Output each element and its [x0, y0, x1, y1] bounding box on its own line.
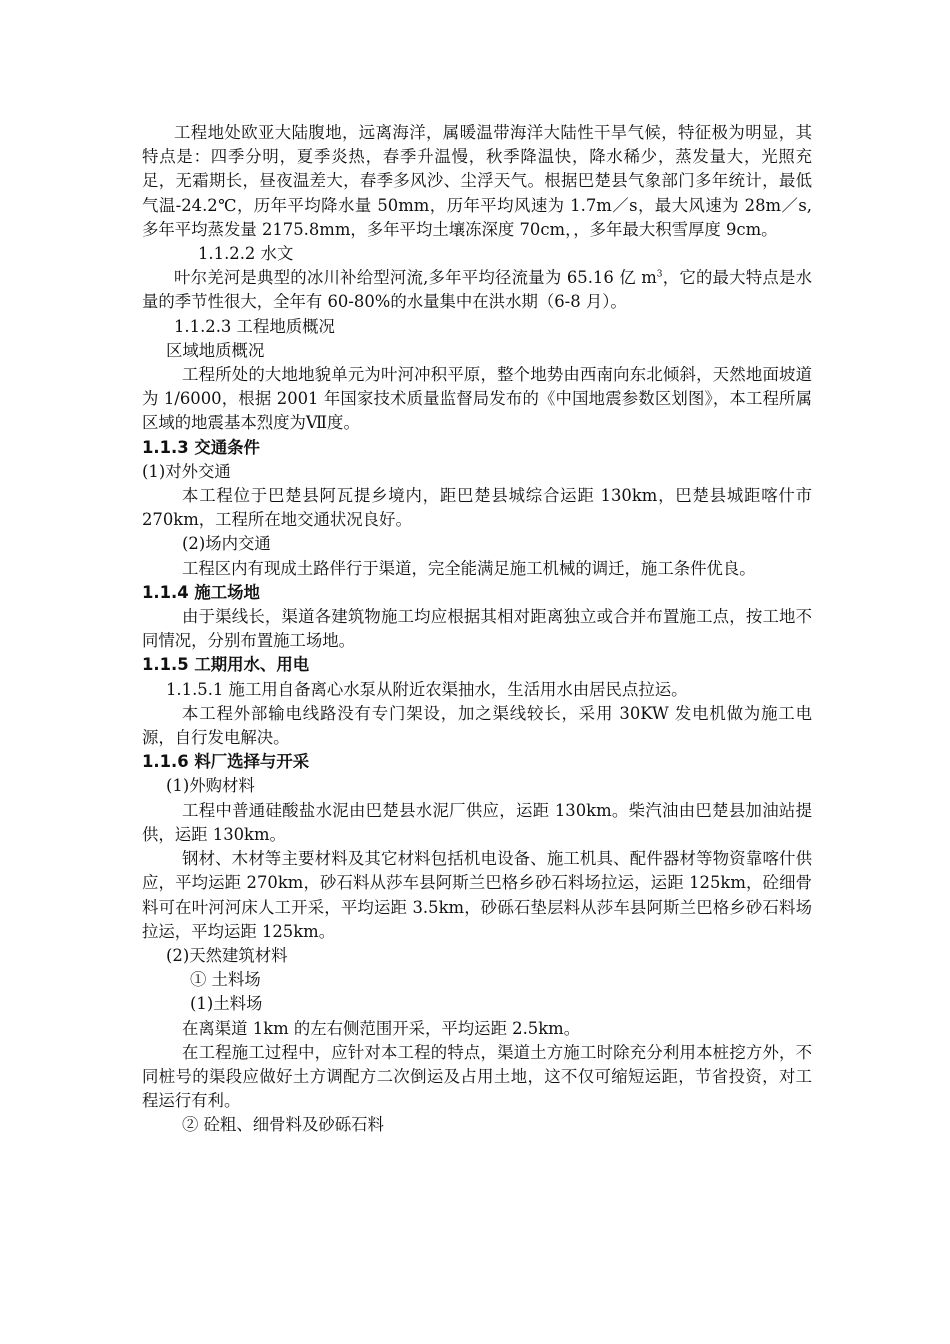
- steel-timber-text: 钢材、木材等主要材料及其它材料包括机电设备、施工机具、配件器材等物资靠喀什供应，平均运距 270km，砂石料从莎车县阿斯兰巴格乡砂石料场拉运，运距 125km，砼细骨料可在叶河河床人工开采，平均运距 3.5km，砂砾石垫层料从莎车县阿斯兰巴格乡砂石料场拉运，平均运距 125km。: [142, 849, 812, 941]
- water-supply-text: 1.1.5.1 施工用自备离心水泵从附近农渠抽水，生活用水由居民点拉运。: [166, 679, 688, 699]
- hydrology-heading: 1.1.2.2 水文: [198, 244, 294, 264]
- internal-traffic-text: 工程区内有现成土路伴行于渠道，完全能满足施工机械的调迁，施工条件优良。: [182, 558, 756, 578]
- document-page: [142, 121, 812, 1138]
- aggregate-label: ② 砼粗、细骨料及砂砾石料: [182, 1115, 384, 1135]
- cement-fuel-text: 工程中普通硅酸盐水泥由巴楚县水泥厂供应，运距 130km。柴汽油由巴楚县加油站提供，运距 130km。: [142, 800, 812, 844]
- soil-yard-text: 在离渠道 1km 的左右侧范围开采，平均运距 2.5km。: [182, 1018, 581, 1038]
- hydrology-paragraph: [142, 266, 812, 314]
- climate-paragraph: 工程地处欧亚大陆腹地，远离海洋，属暖温带海洋大陆性干旱气候，特征极为明显，其特点是：四季分明，夏季炎热，春季升温慢，秋季降温快，降水稀少，蒸发量大，光照充足，无霜期长，昼夜温差大，春季多风沙、尘浮天气。根据巴楚县气象部门多年统计，最低气温-24.2℃，历年平均降水量 50mm，历年平均风速为 1.7m／s，最大风速为 28m／s,多年平均蒸发量 2175.8mm，多年平均土壤冻深度 70cm，，多年最大积雪厚度 9cm。: [142, 123, 812, 239]
- soil-yard-label: (1)土料场: [190, 994, 263, 1014]
- hydrology-text-b: ，它的最大特点是水量的季节性很大，全年有 60-80%的水量集中在洪水期（6-8 月）。: [142, 268, 812, 312]
- cubic-superscript: 3: [656, 269, 663, 280]
- hydrology-text-a: 叶尔羌河是典型的冰川补给型河流,多年平均径流量为 65.16 亿 m: [174, 268, 657, 288]
- external-traffic-label: (1)对外交通: [142, 461, 231, 481]
- soil-yard-note: 在工程施工过程中，应针对本工程的特点，渠道土方施工时除充分利用本桩挖方外，不同桩号的渠段应做好土方调配方二次倒运及占用土地，这不仅可缩短运距，节省投资，对工程运行有利。: [142, 1042, 812, 1111]
- geology-subheading: 区域地质概况: [166, 340, 265, 360]
- power-supply-text: 本工程外部输电线路没有专门架设，加之渠线较长，采用 30KW 发电机做为施工电源，自行发电解决。: [142, 703, 812, 748]
- traffic-heading: 1.1.3 交通条件: [142, 437, 260, 457]
- purchased-materials-label: (1)外购材料: [166, 776, 255, 796]
- geology-heading: 1.1.2.3 工程地质概况: [174, 316, 335, 336]
- soil-yard-circle-label: ① 土料场: [190, 970, 261, 990]
- natural-materials-label: (2)天然建筑材料: [166, 945, 288, 965]
- materials-heading: 1.1.6 料厂选择与开采: [142, 752, 310, 772]
- site-paragraph: 由于渠线长，渠道各建筑物施工均应根据其相对距离独立或合并布置施工点，按工地不同情况，分别布置施工场地。: [142, 607, 812, 651]
- external-traffic-text: 本工程位于巴楚县阿瓦提乡境内，距巴楚县城综合运距 130km，巴楚县城距喀什市 270km，工程所在地交通状况良好。: [142, 486, 812, 530]
- site-heading: 1.1.4 施工场地: [142, 582, 260, 602]
- water-power-heading: 1.1.5 工期用水、用电: [142, 655, 310, 675]
- internal-traffic-label: (2)场内交通: [182, 534, 271, 554]
- geology-paragraph: 工程所处的大地地貌单元为叶河冲积平原，整个地势由西南向东北倾斜，天然地面坡道为 1/6000，根据 2001 年国家技术质量监督局发布的《中国地震参数区划图》，本工程所属区域的地震基本烈度为Ⅶ度。: [142, 365, 812, 433]
